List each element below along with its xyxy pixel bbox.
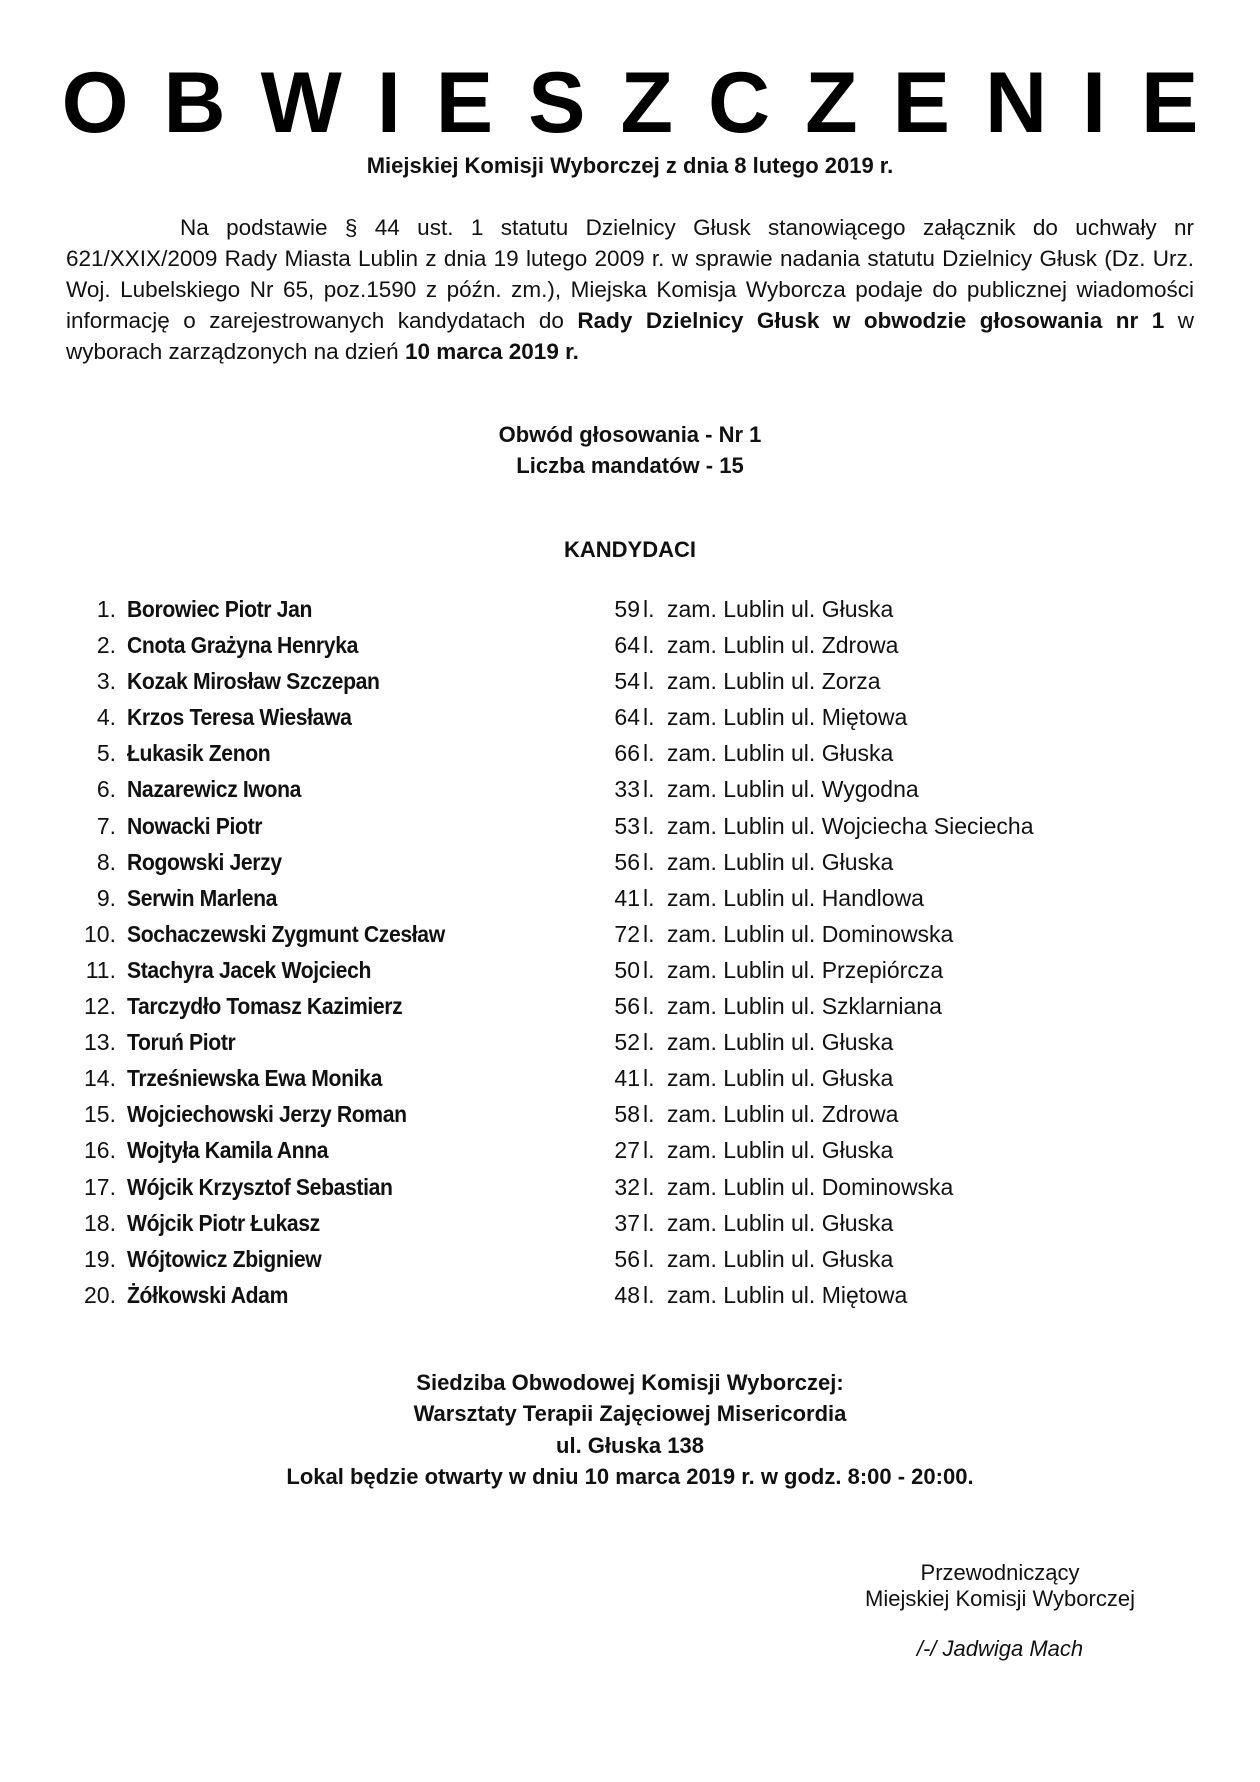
candidate-row <box>0 1135 1260 1171</box>
candidate-row <box>0 1172 1260 1208</box>
candidate-number: 19. <box>84 1245 116 1272</box>
candidate-number: 13. <box>84 1029 116 1056</box>
candidate-number: 3. <box>96 668 116 695</box>
candidate-row <box>0 1063 1260 1099</box>
candidate-age-unit: l. <box>643 596 655 622</box>
candidate-number: 12. <box>84 993 116 1020</box>
candidate-age-unit: l. <box>643 1173 655 1200</box>
candidate-name: Toruń Piotr <box>127 1029 236 1056</box>
candidate-name: Cnota Grażyna Henryka <box>127 632 359 659</box>
candidate-row <box>0 1027 1260 1063</box>
candidate-address: zam. Lublin ul. Głuska <box>667 1065 894 1092</box>
candidate-name: Wójcik Piotr Łukasz <box>127 1209 320 1236</box>
candidate-age: 66 <box>614 740 640 767</box>
candidate-number: 20. <box>84 1281 116 1308</box>
candidate-age-unit: l. <box>643 632 655 659</box>
candidate-number: 16. <box>84 1137 116 1164</box>
candidate-age: 58 <box>614 1101 640 1128</box>
candidate-row <box>0 955 1260 991</box>
candidate-name: Nowacki Piotr <box>127 812 263 839</box>
candidate-age-unit: l. <box>643 776 655 803</box>
candidate-number: 1. <box>96 596 116 622</box>
candidate-address: zam. Lublin ul. Zdrowa <box>667 1101 899 1128</box>
candidate-age: 59 <box>614 596 640 622</box>
document-title: OBWIESZCZENIE <box>61 55 1234 151</box>
intro-text-1: Na podstawie § 44 ust. 1 statutu Dzielnicy Głusk stanowiącego załącznik do uchwały nr 621/XXIX/2009 Rady Miasta Lublin z dnia 19 lutego 2009 r. w sprawie nadania statutu Dzielnicy Głusk (Dz. Urz. Woj. Lubelskiego Nr 65, poz.1590 z późn. zm.), Miejska Komisja Wyborcza podaje do publicznej wiadomości informację o zarejestrowanych kandydatach do <box>66 215 1194 333</box>
candidate-age-unit: l. <box>643 704 655 731</box>
candidate-row <box>0 811 1260 847</box>
candidate-age: 41 <box>614 1065 640 1092</box>
district-number: Obwód głosowania - Nr 1 <box>498 422 762 447</box>
candidate-age: 56 <box>614 993 640 1020</box>
intro-bold-council: Rady Dzielnicy Głusk w obwodzie głosowania nr 1 <box>577 308 1165 333</box>
candidate-name: Trześniewska Ewa Monika <box>127 1065 382 1092</box>
candidate-age: 32 <box>614 1173 640 1200</box>
candidate-address: zam. Lublin ul. Głuska <box>667 1029 894 1056</box>
candidate-age: 50 <box>614 956 640 983</box>
candidate-age: 52 <box>614 1029 640 1056</box>
candidate-name: Rogowski Jerzy <box>127 848 282 875</box>
candidate-name: Krzos Teresa Wiesława <box>127 704 352 731</box>
signature-block <box>820 1560 1180 1662</box>
candidate-address: zam. Lublin ul. Głuska <box>667 1245 894 1272</box>
candidate-row <box>0 883 1260 919</box>
candidate-name: Kozak Mirosław Szczepan <box>127 668 380 695</box>
candidate-address: zam. Lublin ul. Dominowska <box>667 920 954 947</box>
candidate-age-unit: l. <box>643 812 655 839</box>
candidate-address: zam. Lublin ul. Głuska <box>667 740 894 767</box>
candidate-row <box>0 774 1260 810</box>
candidate-address: zam. Lublin ul. Wygodna <box>667 776 919 803</box>
candidate-age: 56 <box>614 848 640 875</box>
candidate-row <box>0 738 1260 774</box>
signature-role: Przewodniczący <box>920 1560 1080 1585</box>
seat-opening-hours: Lokal będzie otwarty w dniu 10 marca 2019 r. w godz. 8:00 - 20:00. <box>286 1463 974 1489</box>
candidate-name: Sochaczewski Zygmunt Czesław <box>127 920 445 947</box>
candidate-row <box>0 702 1260 738</box>
candidate-address: zam. Lublin ul. Miętowa <box>667 1281 908 1308</box>
candidate-row <box>0 919 1260 955</box>
candidate-age-unit: l. <box>643 1137 655 1164</box>
candidate-address: zam. Lublin ul. Dominowska <box>667 1173 954 1200</box>
intro-paragraph <box>66 212 1194 367</box>
candidate-age-unit: l. <box>643 740 655 767</box>
candidate-name: Wojtyła Kamila Anna <box>127 1137 329 1164</box>
candidate-age: 56 <box>614 1245 640 1272</box>
candidate-age-unit: l. <box>643 848 655 875</box>
candidate-number: 2. <box>96 632 116 659</box>
candidate-number: 14. <box>84 1065 116 1092</box>
candidate-age-unit: l. <box>643 1245 655 1272</box>
intro-text-2: w wyborach zarządzonych na dzień <box>66 308 1194 364</box>
candidate-row <box>0 1208 1260 1244</box>
candidate-number: 7. <box>96 812 116 839</box>
candidate-address: zam. Lublin ul. Zdrowa <box>667 632 899 659</box>
candidate-age-unit: l. <box>643 884 655 911</box>
candidate-row <box>0 1244 1260 1280</box>
seat-venue: Warsztaty Terapii Zajęciowej Misericordia <box>413 1401 847 1427</box>
seat-heading: Siedziba Obwodowej Komisji Wyborczej: <box>416 1370 844 1395</box>
candidate-age: 64 <box>614 632 640 659</box>
candidate-age: 64 <box>614 704 640 731</box>
candidate-number: 10. <box>84 920 116 947</box>
candidate-age-unit: l. <box>643 993 655 1020</box>
candidate-name: Wojciechowski Jerzy Roman <box>127 1101 407 1128</box>
mandates-count: Liczba mandatów - 15 <box>516 453 744 478</box>
candidate-row <box>0 1099 1260 1135</box>
signature-name: /-/ Jadwiga Mach <box>916 1636 1084 1661</box>
candidate-address: zam. Lublin ul. Miętowa <box>667 704 908 731</box>
candidate-address: zam. Lublin ul. Głuska <box>667 1137 894 1164</box>
candidate-age-unit: l. <box>643 1029 655 1056</box>
candidate-name: Serwin Marlena <box>127 884 278 911</box>
candidate-number: 4. <box>96 704 116 731</box>
candidate-name: Tarczydło Tomasz Kazimierz <box>127 993 403 1020</box>
candidate-age: 53 <box>614 812 640 839</box>
district-info <box>0 419 1260 481</box>
candidate-row <box>0 666 1260 702</box>
candidate-age-unit: l. <box>643 1101 655 1128</box>
candidate-name: Stachyra Jacek Wojciech <box>127 956 372 983</box>
candidate-number: 17. <box>84 1173 116 1200</box>
candidate-row <box>0 991 1260 1027</box>
candidate-number: 8. <box>96 848 116 875</box>
candidate-age-unit: l. <box>643 1281 655 1308</box>
candidate-age: 54 <box>614 668 640 695</box>
candidate-age-unit: l. <box>643 1209 655 1236</box>
candidate-address: zam. Lublin ul. Wojciecha Sieciecha <box>667 812 1034 839</box>
candidate-address: zam. Lublin ul. Zorza <box>667 668 881 695</box>
candidate-row <box>0 594 1260 630</box>
candidates-heading: KANDYDACI <box>564 537 696 562</box>
candidate-row <box>0 1280 1260 1316</box>
candidate-age-unit: l. <box>643 668 655 695</box>
candidate-address: zam. Lublin ul. Głuska <box>667 1209 894 1236</box>
candidate-name: Borowiec Piotr Jan <box>127 596 313 622</box>
candidate-name: Wójtowicz Zbigniew <box>127 1245 322 1272</box>
intro-bold-date: 10 marca 2019 r. <box>404 339 579 364</box>
signature-commission: Miejskiej Komisji Wyborczej <box>865 1586 1135 1611</box>
seat-address: ul. Głuska 138 <box>556 1432 704 1458</box>
candidate-name: Żółkowski Adam <box>127 1281 289 1308</box>
candidate-number: 18. <box>84 1209 116 1236</box>
candidate-age: 48 <box>614 1281 640 1308</box>
candidate-age: 37 <box>614 1209 640 1236</box>
candidate-address: zam. Lublin ul. Głuska <box>667 596 894 622</box>
candidate-age: 72 <box>614 920 640 947</box>
candidate-address: zam. Lublin ul. Przepiórcza <box>667 956 944 983</box>
candidate-age-unit: l. <box>643 956 655 983</box>
candidate-address: zam. Lublin ul. Szklarniana <box>667 993 942 1020</box>
candidate-address: zam. Lublin ul. Handlowa <box>667 884 924 911</box>
candidate-age: 33 <box>614 776 640 803</box>
candidates-list <box>0 594 1260 1316</box>
candidate-number: 11. <box>85 956 116 983</box>
candidate-name: Łukasik Zenon <box>127 740 271 767</box>
candidate-age-unit: l. <box>643 1065 655 1092</box>
candidate-row <box>0 847 1260 883</box>
document-subtitle: Miejskiej Komisji Wyborczej z dnia 8 lutego 2019 r. <box>366 153 894 178</box>
candidate-number: 9. <box>96 884 116 911</box>
candidate-number: 6. <box>96 776 116 803</box>
candidate-name: Nazarewicz Iwona <box>127 776 302 803</box>
commission-seat <box>0 1367 1260 1492</box>
candidate-age-unit: l. <box>643 920 655 947</box>
candidate-age: 41 <box>614 884 640 911</box>
candidate-name: Wójcik Krzysztof Sebastian <box>127 1173 393 1200</box>
candidate-address: zam. Lublin ul. Głuska <box>667 848 894 875</box>
candidate-number: 5. <box>96 740 116 767</box>
candidate-row <box>0 630 1260 666</box>
candidate-number: 15. <box>84 1101 116 1128</box>
candidate-age: 27 <box>614 1137 640 1164</box>
